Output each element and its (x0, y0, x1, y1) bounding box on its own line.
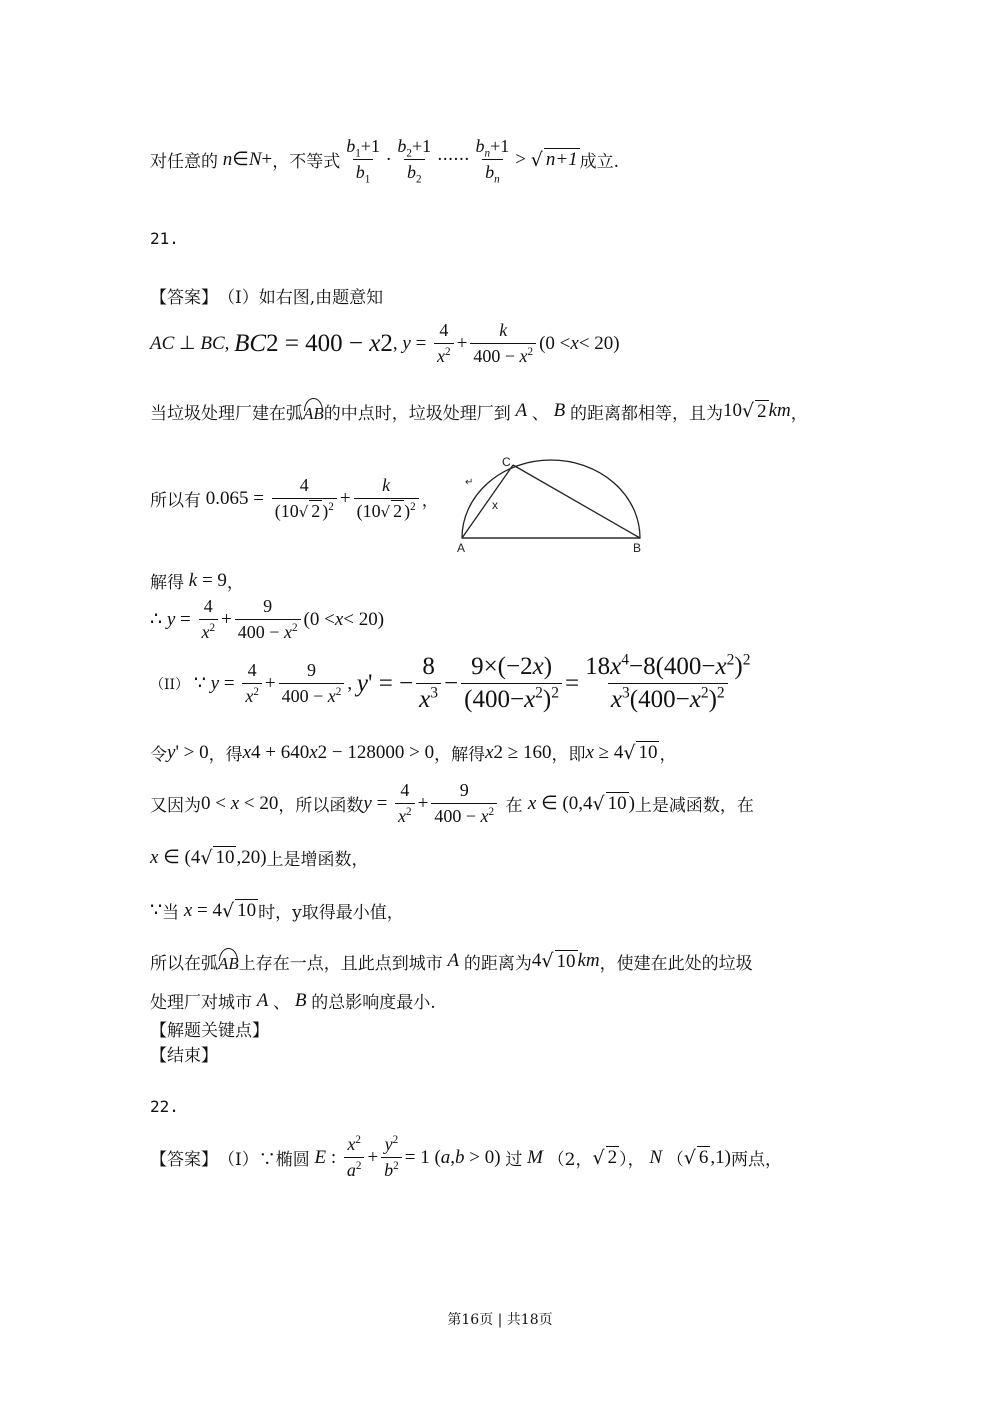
text: 令 (150, 745, 167, 765)
text: 所以有 (150, 491, 201, 511)
chord-ac (462, 465, 513, 538)
formula-line: AC ⊥ BC , BC 2 = 400 − x 2 , y = $\frac{4}{x^2}$ + $\frac{k}{400 - x^2}$ (0 < x < 20) (150, 320, 620, 366)
again-line: 又因为 0 < x < 20 ，所以函数 y = $\frac{4}{x^2}$ + $\frac{9}{400 - x^2}$ 在 x ∈ (0,4 √ 10 ) 上是减函数，在 (150, 780, 754, 826)
text: （II） (150, 676, 190, 693)
answer-tag: 【答案】 (150, 288, 218, 308)
text: 的总影响度最小. (311, 993, 436, 1013)
text: 又因为 (150, 796, 201, 816)
text: 的距离为 (463, 953, 532, 974)
page-number: 第16页 | 共18页 (447, 1312, 553, 1328)
text: 所以在弧 (150, 953, 218, 974)
question-21-number: 21. (150, 229, 179, 248)
text: ，得 (208, 745, 243, 765)
text: （I）∵椭圆 (218, 1150, 310, 1170)
text: 过 (505, 1150, 523, 1170)
label-b: B (633, 541, 642, 555)
inequality-line: 对任意的 n ∈ N + ，不等式 $\frac{b_1+1}{b_1}$ · $\frac{b_2+1}{b_2}$ ······ $\frac{b_n+1}{b_n}$ > √ n+1 成立. (150, 136, 620, 186)
text: 对任意的 (150, 152, 218, 172)
semicircle-figure (455, 452, 655, 557)
text: ，即 (551, 745, 586, 765)
midpoint-line: 当垃圾处理厂建在弧 AB 的中点时，垃圾处理厂到 A 、 B 的距离都相等，且为 10 √ 2 km ， (150, 400, 808, 424)
text: ，不等式 (272, 152, 341, 172)
y-formula-line: ∴ y = $\frac{4}{x^2}$ + $\frac{9}{400 - x^2}$ (0 < x < 20) (150, 596, 385, 642)
text: 当垃圾处理厂建在弧 (150, 403, 303, 424)
exist-line: 所以在弧 AB 上存在一点，且此点到城市 A 的距离为 4 √ 10 km ，使建在此处的垃圾 (150, 950, 753, 974)
label-a: A (457, 541, 466, 555)
solve-k-line: 解得 k = 9 ， (150, 569, 244, 593)
end-tag: 【结束】 (150, 1046, 218, 1066)
derivative-line: （II） ∵ y = $\frac{4}{x^2}$ + $\frac{9}{400 - x^2}$ , y ' = − $\frac{8}{x^3}$ − $\frac{9\times(-2x)}{(400-x^2)^2}$ = $\frac{18x^4-8(400-x^2)^2}{x^3(400-x^2)^2}$ (150, 651, 751, 713)
answer-tag: 【答案】 (150, 1150, 218, 1170)
text: ，使建在此处的垃圾 (599, 953, 753, 974)
text: 上是减函数，在 (634, 796, 754, 816)
return-mark: ↵ (465, 477, 474, 488)
min-line: ∵ 当 x = 4 √ 10 时，y取得最小值， (150, 899, 404, 923)
text: ，所以函数 (278, 796, 364, 816)
text: 上是增函数， (266, 850, 369, 870)
ellipse-line: 【答案】 （I）∵椭圆 E : $\frac{x^2}{a^2}$ + $\frac{y^2}{b^2}$ = 1 ( a , b > 0) 过 M （2， √ 2 ）， N （ √ 6 ,1) 两点， (150, 1134, 782, 1180)
text: ，解得 (434, 745, 486, 765)
text: 的中点时，垃圾处理厂到 (323, 403, 511, 424)
question-22-number: 22. (150, 1097, 179, 1116)
text: 解得 (150, 573, 184, 593)
so-have-line: 所以有 0.065 = $\frac{4}{(10√ 2 )^2}$ + $\frac{k}{(10√ 2 )^2}$ ， (150, 475, 439, 521)
final-line: 处理厂对城市 A 、 B 的总影响度最小. (150, 989, 436, 1013)
text: 成立. (579, 152, 620, 172)
text: 当 (162, 903, 180, 923)
answer-line (150, 283, 383, 308)
label-c: C (502, 455, 511, 469)
text: （I）如右图,由题意知 (218, 288, 384, 308)
key-point-tag: 【解题关键点】 (150, 1021, 269, 1041)
incr-line: x ∈ (4 √ 10 ,20) 上是增函数， (150, 846, 369, 870)
text: 的距离都相等，且为 (570, 403, 723, 424)
let-line: 令 y ' > 0 ，得 x 4 + 640 x 2 − 128000 > 0 ，解得 x 2 ≥ 160 ，即 x ≥ 4 √ 10 ， (150, 741, 677, 765)
label-x: x (492, 498, 498, 512)
text: 两点， (730, 1150, 782, 1170)
text: 上存在一点，且此点到城市 (238, 953, 443, 974)
text: 时，y取得最小值， (258, 903, 404, 923)
chord-bc (513, 465, 640, 538)
text: 处理厂对城市 (150, 993, 252, 1013)
